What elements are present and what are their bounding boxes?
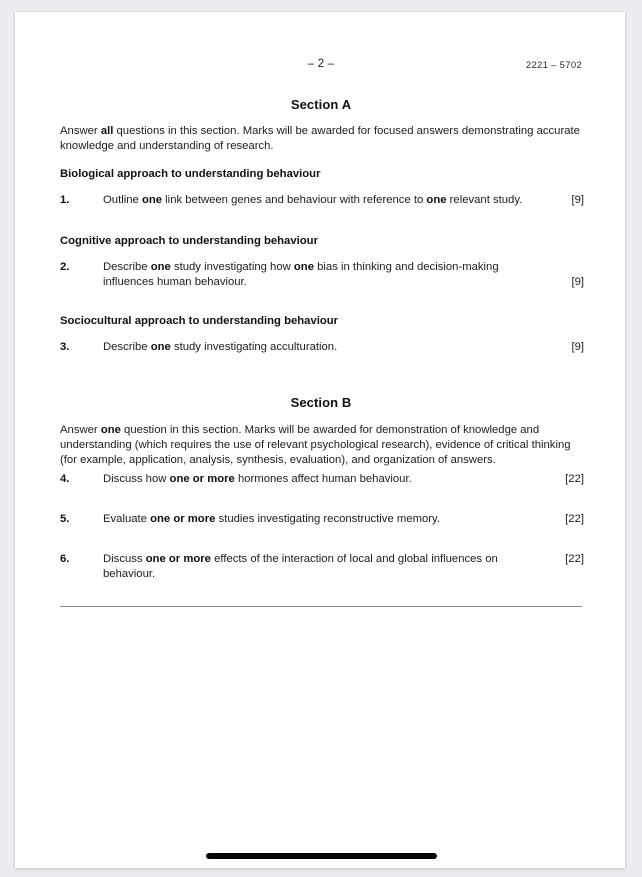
question-3-text: Describe one study investigating acculturation. (103, 341, 338, 353)
section-b-instructions: Answer one question in this section. Marks will be awarded for demonstration of knowledge and understanding (which requires the use of relevant psychological research), evidence of critical thinking (for example, application, analysis, synthesis, evaluation), and organization of answers. (60, 424, 571, 467)
heading-cognitive-approach: Cognitive approach to understanding behaviour (60, 235, 318, 247)
question-6 (60, 552, 584, 582)
section-a-instructions: Answer all questions in this section. Marks will be awarded for focused answers demonstrating accurate knowledge and understanding of research. (60, 125, 580, 153)
question-2-marks: [9] (571, 276, 584, 288)
question-3-number: 3. (60, 341, 70, 353)
section-b-title: Section B (290, 395, 352, 410)
question-4-text: Discuss how one or more hormones affect human behaviour. (103, 473, 412, 485)
question-3 (60, 340, 584, 355)
paper-code: 2221 – 5702 (525, 60, 582, 71)
question-1-text: Outline one link between genes and behaviour with reference to one relevant study. (103, 194, 523, 206)
section-a-title: Section A (290, 97, 352, 112)
question-5-text: Evaluate one or more studies investigating reconstructive memory. (103, 513, 440, 525)
question-2 (60, 260, 584, 290)
question-6-number: 6. (60, 553, 70, 565)
question-4-marks: [22] (565, 473, 584, 485)
question-5-marks: [22] (565, 513, 584, 525)
home-indicator-bar[interactable] (206, 853, 437, 859)
heading-sociocultural-approach: Sociocultural approach to understanding behaviour (60, 315, 339, 327)
section-divider-rule (60, 606, 582, 607)
page-content (15, 12, 625, 868)
question-2-text: Describe one study investigating how one bias in thinking and decision-making influences human behaviour. (103, 261, 499, 289)
question-2-number: 2. (60, 261, 70, 273)
running-header (60, 58, 582, 74)
question-1-number: 1. (60, 194, 70, 206)
question-1 (60, 193, 584, 208)
page-number-marker: – 2 – (307, 58, 335, 70)
question-4-number: 4. (60, 473, 70, 485)
page-sheet[interactable] (15, 12, 625, 868)
question-1-marks: [9] (571, 194, 584, 206)
question-3-marks: [9] (571, 341, 584, 353)
question-6-text: Discuss one or more effects of the interaction of local and global influences on behaviour. (103, 553, 498, 581)
heading-biological-approach: Biological approach to understanding behaviour (60, 168, 321, 180)
question-5 (60, 512, 584, 527)
question-6-marks: [22] (565, 553, 584, 565)
question-4 (60, 472, 584, 487)
question-5-number: 5. (60, 513, 70, 525)
